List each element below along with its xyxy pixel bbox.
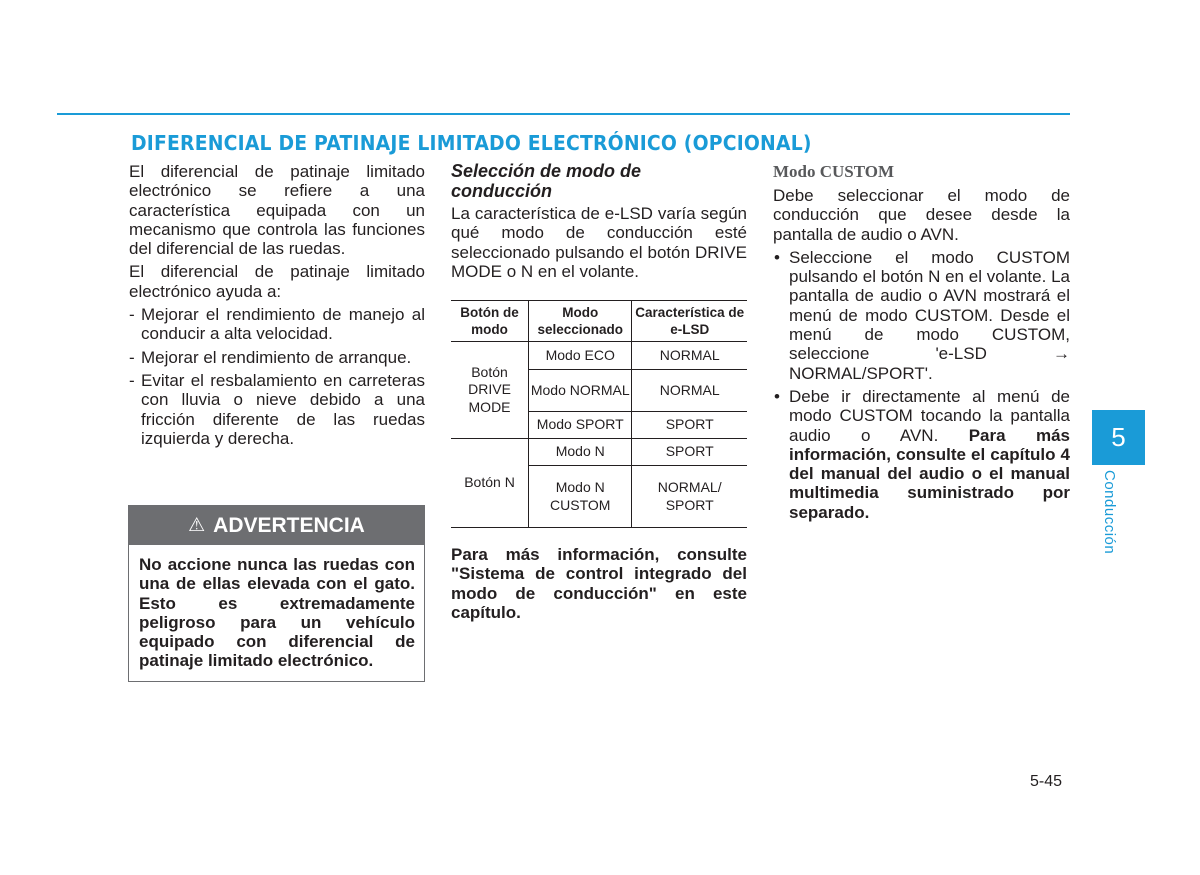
table-header: Botón de modo bbox=[451, 301, 529, 342]
header-rule bbox=[57, 113, 1070, 115]
table-cell-button: Botón N bbox=[451, 439, 529, 528]
column-3 bbox=[773, 162, 1070, 526]
warning-header bbox=[129, 506, 424, 545]
chapter-number: 5 bbox=[1111, 422, 1126, 452]
more-info-paragraph: Para más información, consulte "Sistema de control integrado del modo de conducción" en este capítulo. bbox=[451, 545, 747, 623]
table-header-row bbox=[451, 301, 747, 342]
list-item: • Seleccione el modo CUSTOM pulsando el botón N en el volante. La pantalla de audio o AVN mostrará el menú de modo CUSTOM. Desde el menú de modo CUSTOM, seleccione 'e-LSD → NORMAL/SPORT'. bbox=[773, 248, 1070, 383]
bullet-text: Debe ir directamente al menú de modo CUSTOM tocando la pantalla audio o AVN. bbox=[789, 386, 1070, 445]
chapter-label: Conducción bbox=[1101, 470, 1118, 555]
chapter-tab bbox=[1092, 410, 1145, 465]
helps-intro-paragraph: El diferencial de patinaje limitado electrónico ayuda a: bbox=[129, 262, 425, 301]
warning-title: ADVERTENCIA bbox=[213, 513, 365, 537]
table-cell-lsd: SPORT bbox=[632, 412, 747, 439]
table-cell-mode bbox=[529, 466, 632, 528]
table-row bbox=[451, 439, 747, 466]
list-item: - Evitar el resbalamiento en carreteras con lluvia o nieve debido a una fricción diferente de las ruedas izquierda y derecha. bbox=[129, 371, 425, 448]
table-cell-lsd: NORMAL bbox=[632, 342, 747, 370]
table-cell-button: Botón DRIVE MODE bbox=[451, 342, 529, 439]
table-header: Característica de e-LSD bbox=[632, 301, 747, 342]
table-cell-mode: Modo NORMAL bbox=[529, 370, 632, 412]
list-item: - Mejorar el rendimiento de manejo al conducir a alta velocidad. bbox=[129, 305, 425, 344]
drive-mode-subheading: Selección de modo de conducción bbox=[451, 161, 642, 201]
mode-n-custom-text: Modo N CUSTOM bbox=[550, 479, 611, 513]
custom-mode-list bbox=[773, 248, 1070, 522]
custom-mode-heading: Modo CUSTOM bbox=[773, 162, 895, 181]
column-2 bbox=[451, 162, 747, 626]
section-title: DIFERENCIAL DE PATINAJE LIMITADO ELECTRÓNICO (OPCIONAL) bbox=[131, 131, 812, 155]
table-row bbox=[451, 342, 747, 370]
table-cell-mode: Modo ECO bbox=[529, 342, 632, 370]
drive-mode-intro: La característica de e-LSD varía según qué modo de conducción esté seleccionado pulsando el botón DRIVE MODE o N en el volante. bbox=[451, 204, 747, 281]
custom-mode-intro: Debe seleccionar el modo de conducción que desee desde la pantalla de audio o AVN. bbox=[773, 186, 1070, 244]
warning-triangle-icon: ⚠ bbox=[188, 515, 206, 536]
table-cell-mode: Modo SPORT bbox=[529, 412, 632, 439]
list-item: - Mejorar el rendimiento de arranque. bbox=[129, 348, 425, 367]
table-cell-mode: Modo N bbox=[529, 439, 632, 466]
intro-paragraph: El diferencial de patinaje limitado electrónico se refiere a una característica equipada con un mecanismo que controla las funciones del diferencial de las ruedas. bbox=[129, 162, 425, 259]
elsd-mode-table bbox=[451, 300, 747, 528]
helps-list bbox=[129, 305, 425, 448]
bullet-bold-text: Para más información, consulte el capítulo 4 del manual del audio o el manual multimedia suministrado por separado. bbox=[789, 425, 1070, 522]
list-item bbox=[773, 387, 1070, 522]
table-cell-lsd bbox=[632, 466, 747, 528]
warning-box bbox=[128, 505, 425, 682]
table-cell-lsd: SPORT bbox=[632, 439, 747, 466]
page-number: 5-45 bbox=[1030, 773, 1063, 790]
warning-body: No accione nunca las ruedas con una de ellas elevada con el gato. Esto es extremadamente peligroso para un vehículo equipado con diferencial de patinaje limitado electrónico. bbox=[139, 555, 415, 671]
table-cell-lsd: NORMAL bbox=[632, 370, 747, 412]
normal-sport-text: NORMAL/ SPORT bbox=[657, 479, 722, 513]
table-header: Modo seleccionado bbox=[529, 301, 632, 342]
column-1 bbox=[129, 162, 425, 452]
